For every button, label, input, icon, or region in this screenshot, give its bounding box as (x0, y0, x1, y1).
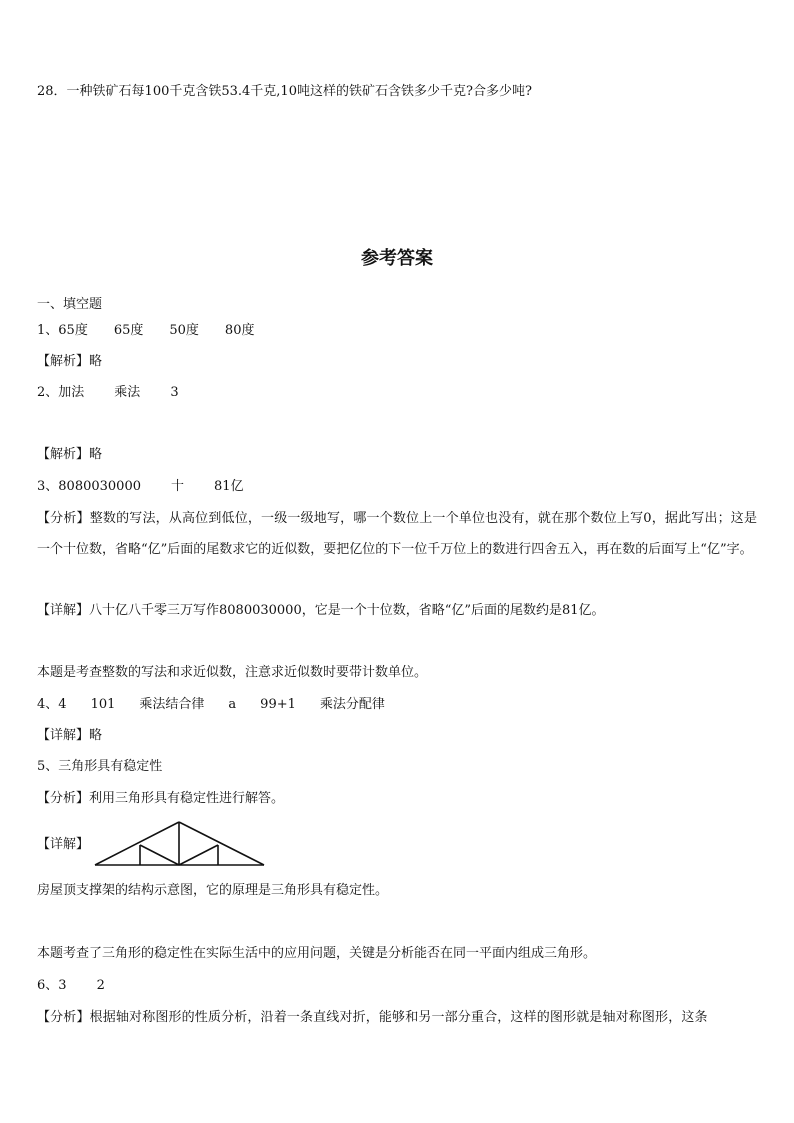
answer-number: 6、 (37, 978, 59, 993)
roof-truss-diagram (94, 820, 266, 868)
answer-1-analysis: 【解析】略 (37, 354, 103, 369)
answer-item: 80度 (224, 323, 255, 338)
answer-item: 50度 (169, 323, 199, 338)
answer-item: 3 (170, 385, 179, 400)
question-28: 28．一种铁矿石每100千克含铁53.4千克,10吨这样的铁矿石含铁多少千克?合多少吨? (37, 84, 532, 99)
answer-title: 参考答案 (361, 248, 433, 269)
answer-item: 2 (96, 978, 105, 993)
answer-5-note: 房屋顶支撑架的结构示意图，它的原理是三角形具有稳定性。 (37, 883, 389, 898)
answer-1 (37, 323, 254, 339)
answer-item: 乘法结合律 (139, 697, 205, 712)
answer-number: 2、 (37, 385, 59, 400)
answer-item: 101 (90, 697, 116, 712)
answer-number: 1、 (37, 323, 59, 338)
answer-5 (37, 759, 162, 775)
answer-number: 3、 (37, 479, 59, 494)
answer-item: 65度 (113, 323, 144, 338)
answer-item: 十 (171, 479, 185, 494)
answer-5-detail-label: 【详解】 (37, 837, 90, 852)
truss-right-diagonal (179, 845, 218, 865)
answer-2-analysis: 【解析】略 (37, 447, 103, 462)
answer-number: 5、 (37, 759, 59, 774)
answer-number: 4、 (37, 697, 59, 712)
section-heading: 一、填空题 (37, 297, 103, 312)
answer-2 (37, 385, 179, 401)
answer-5-summary: 本题考查了三角形的稳定性在实际生活中的应用问题，关键是分析能否在同一平面内组成三角形。 (37, 946, 597, 961)
answer-3-analysis: 【分析】整数的写法，从高位到低位，一级一级地写，哪一个数位上一个单位也没有，就在那个数位上写0，据此写出；这是一个十位数，省略“亿”后面的尾数求它的近似数，要把亿位的下一位千万位上的数进行四舍五入，再在数的后面写上“亿”字。 (37, 511, 757, 557)
answer-item: 81亿 (214, 479, 244, 494)
answer-item: 乘法分配律 (319, 697, 385, 712)
answer-item: 加法 (58, 385, 85, 400)
answer-6-analysis: 【分析】根据轴对称图形的性质分析，沿着一条直线对折，能够和另一部分重合，这样的图形就是轴对称图形，这条 (37, 1010, 708, 1025)
answer-3 (37, 479, 244, 495)
answer-3-summary: 本题是考查整数的写法和求近似数，注意求近似数时要带计数单位。 (37, 665, 428, 680)
answer-3-detail: 【详解】八十亿八千零三万写作8080030000，它是一个十位数，省略“亿”后面的尾数约是81亿。 (37, 603, 605, 618)
answer-item: 8080030000 (58, 479, 141, 494)
answer-item: a (228, 697, 237, 712)
answer-item: 4 (58, 697, 67, 712)
truss-left-diagonal (140, 845, 179, 865)
answer-4-detail: 【详解】略 (37, 728, 103, 743)
answer-item: 3 (58, 978, 67, 993)
answer-6 (37, 978, 105, 994)
answer-item: 三角形具有稳定性 (58, 759, 163, 774)
answer-item: 65度 (58, 323, 88, 338)
answer-4 (37, 697, 385, 713)
answer-item: 乘法 (114, 385, 141, 400)
answer-5-analysis: 【分析】利用三角形具有稳定性进行解答。 (37, 791, 285, 806)
answer-item: 99+1 (260, 697, 296, 712)
